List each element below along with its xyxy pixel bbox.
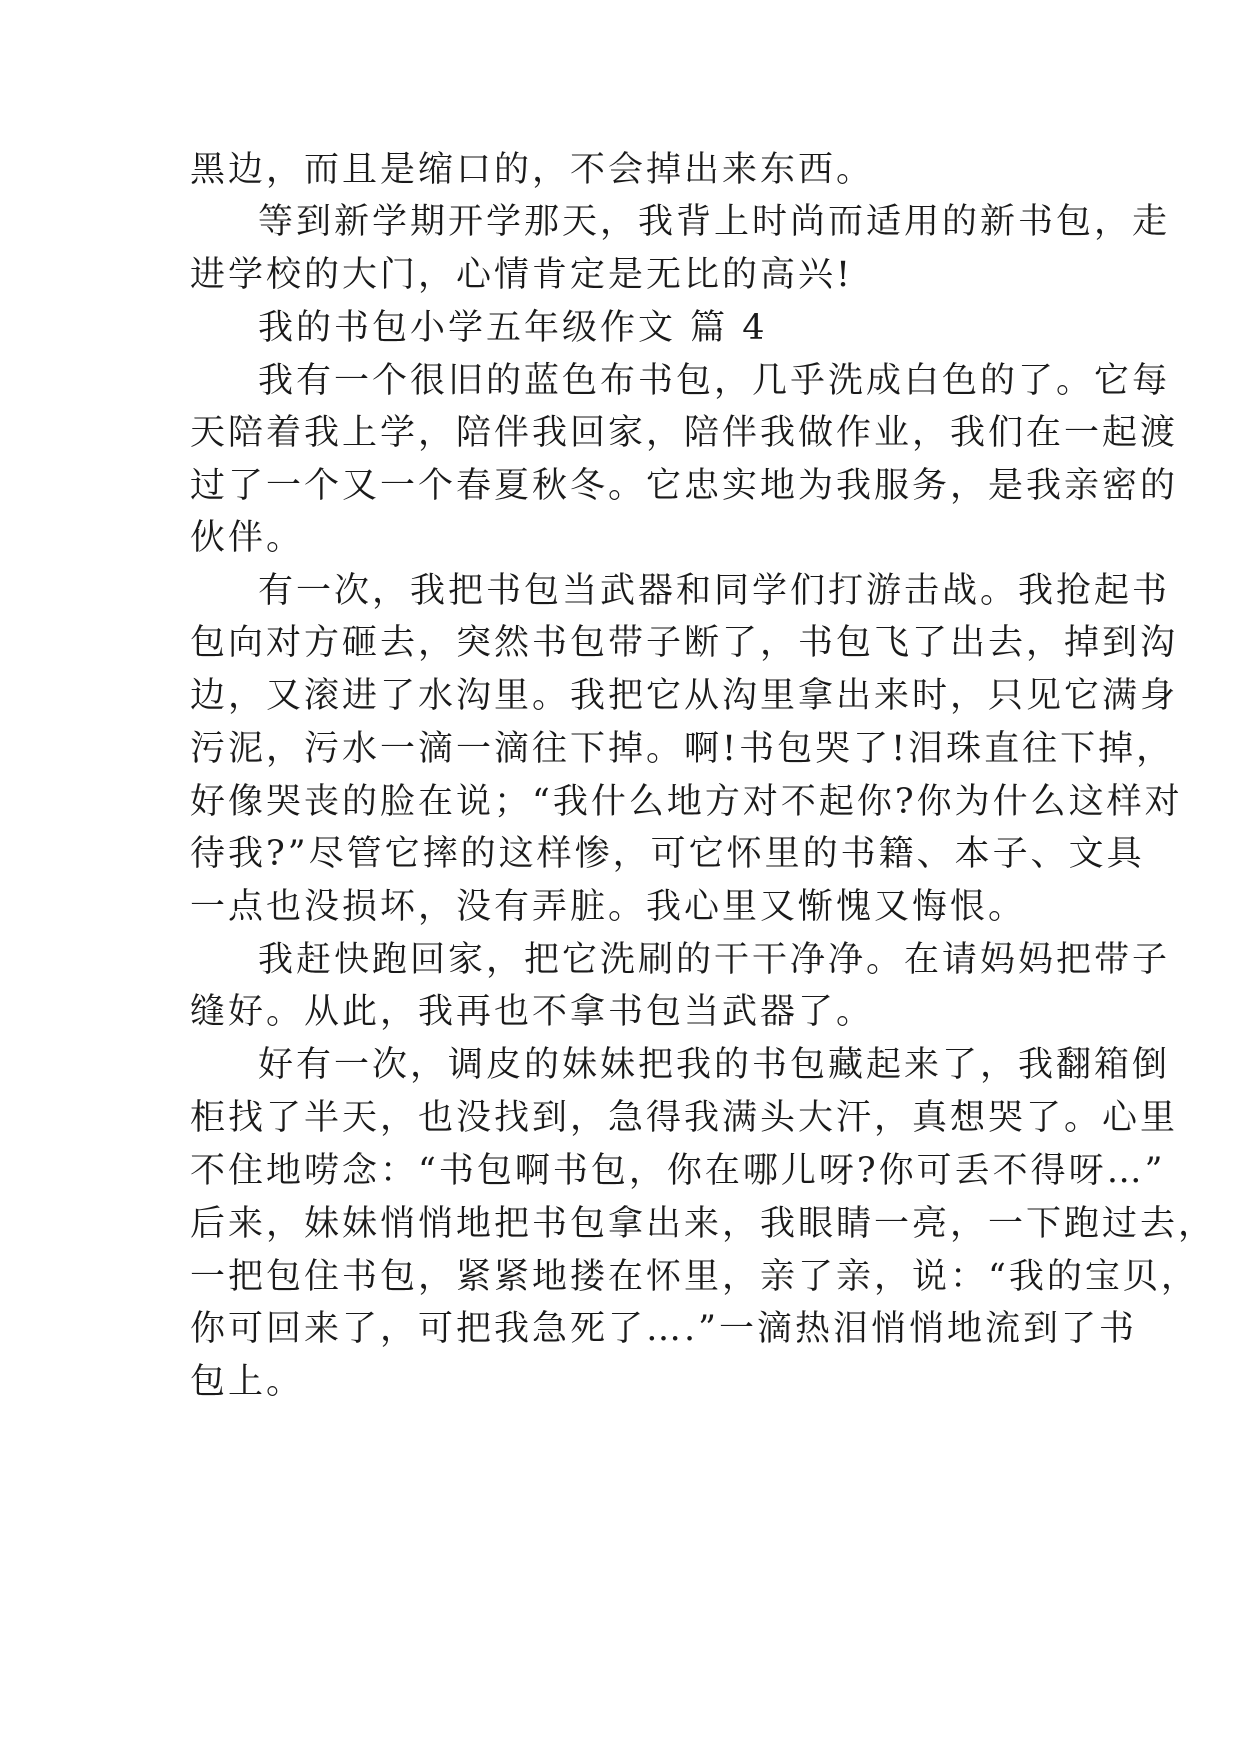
paragraph-line: 后来，妹妹悄悄地把书包拿出来，我眼睛一亮，一下跑过去， xyxy=(190,1204,1217,1244)
paragraph-line: 好有一次，调皮的妹妹把我的书包藏起来了，我翻箱倒 xyxy=(258,1045,1171,1085)
paragraph-line: 一点也没损坏，没有弄脏。我心里又惭愧又悔恨。 xyxy=(190,887,1027,927)
paragraph-line: 我有一个很旧的蓝色布书包，几乎洗成白色的了。它每 xyxy=(258,361,1171,401)
paragraph-line: 柜找了半天，也没找到，急得我满头大汗，真想哭了。心里 xyxy=(190,1098,1179,1138)
section-heading: 我的书包小学五年级作文 篇 4 xyxy=(258,308,768,348)
paragraph-line: 我赶快跑回家，把它洗刷的干干净净。在请妈妈把带子 xyxy=(258,940,1171,980)
paragraph-line: 进学校的大门，心情肯定是无比的高兴! xyxy=(190,255,854,295)
paragraph-line: 好像哭丧的脸在说；“我什么地方对不起你?你为什么这样对 xyxy=(190,782,1183,822)
paragraph-line: 黑边，而且是缩口的，不会掉出来东西。 xyxy=(190,150,875,190)
paragraph-line: 有一次，我把书包当武器和同学们打游击战。我抢起书 xyxy=(258,571,1171,611)
paragraph-line: 包上。 xyxy=(190,1362,305,1402)
paragraph-line: 伙伴。 xyxy=(190,518,305,558)
paragraph-line: 污泥，污水一滴一滴往下掉。啊!书包哭了!泪珠直往下掉， xyxy=(190,729,1175,769)
paragraph-line: 你可回来了，可把我急死了….”一滴热泪悄悄地流到了书 xyxy=(190,1309,1138,1349)
paragraph-line: 天陪着我上学，陪伴我回家，陪伴我做作业，我们在一起渡 xyxy=(190,413,1179,453)
paragraph-line: 不住地唠念：“书包啊书包，你在哪儿呀?你可丢不得呀…” xyxy=(190,1151,1166,1191)
paragraph-line: 一把包住书包，紧紧地搂在怀里，亲了亲，说：“我的宝贝， xyxy=(190,1257,1199,1297)
paragraph-line: 待我?”尽管它摔的这样惨，可它怀里的书籍、本子、文具 xyxy=(190,834,1145,874)
paragraph-line: 过了一个又一个春夏秋冬。它忠实地为我服务，是我亲密的 xyxy=(190,466,1179,506)
paragraph-line: 边，又滚进了水沟里。我把它从沟里拿出来时，只见它满身 xyxy=(190,676,1179,716)
paragraph-line: 包向对方砸去，突然书包带子断了，书包飞了出去，掉到沟 xyxy=(190,623,1179,663)
paragraph-line: 缝好。从此，我再也不拿书包当武器了。 xyxy=(190,992,875,1032)
paragraph-line: 等到新学期开学那天，我背上时尚而适用的新书包，走 xyxy=(258,202,1171,242)
